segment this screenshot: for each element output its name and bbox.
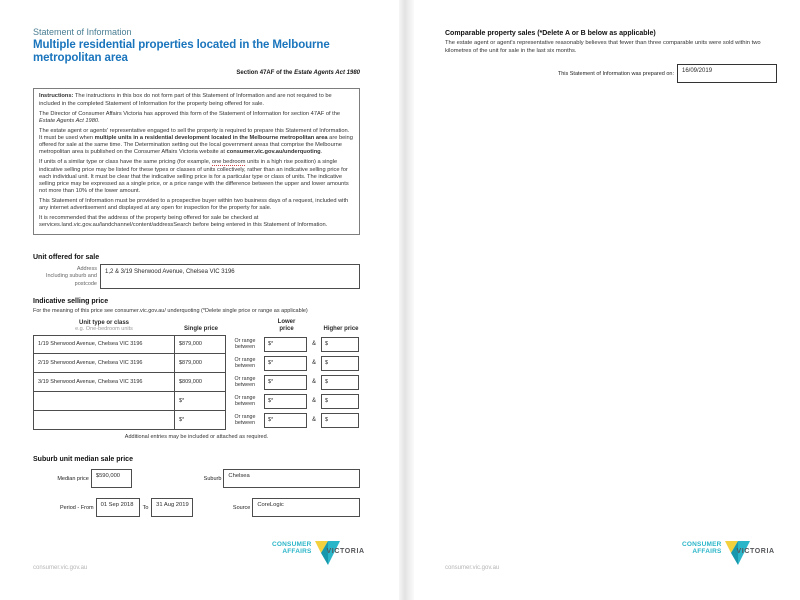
median-row-2	[33, 498, 360, 517]
higher-price-field[interactable]: $	[321, 356, 359, 371]
period-from-field[interactable]: 01 Sep 2018	[96, 498, 140, 517]
price-table	[33, 319, 360, 440]
prepared-on-date-field[interactable]: 16/09/2019	[677, 64, 777, 83]
table-row	[33, 335, 360, 354]
or-range-label: Or range between	[234, 395, 256, 408]
unit-offered-section	[33, 254, 360, 289]
instructions-p5: This Statement of Information must be provided to a prospective buyer within two business days of a request, included with any internet advertisement and displayed at any open for inspection for the property for sale.	[39, 198, 349, 212]
or-range-label: Or range between	[234, 357, 256, 370]
unit-type-header-example: e.g. One-bedroom units	[75, 326, 133, 333]
unit-type-header-label: Unit type or class	[78, 319, 129, 326]
logo-line-affairs: AFFAIRS	[282, 548, 312, 556]
unit-type-cell[interactable]: 2/19 Sherwood Avenue, Chelsea VIC 3196	[33, 353, 175, 373]
p3-mid: are being offered for sale at the same time. The Determination setting out the local government areas that comprise the Melbourne metropolitan area is published on the Consumer Affairs Victoria website at	[39, 135, 353, 156]
lower-price-field[interactable]: $*	[264, 394, 307, 409]
amp-label: &	[311, 379, 316, 386]
unit-offered-heading: Unit offered for sale	[33, 254, 100, 261]
amp-label: &	[311, 341, 316, 348]
address-label-line1: Address	[76, 266, 97, 272]
or-range-label: Or range between	[234, 338, 256, 351]
suburb-field[interactable]: Chelsea	[223, 469, 360, 488]
price-table-header	[33, 319, 360, 335]
unit-type-cell[interactable]: 3/19 Sherwood Avenue, Chelsea VIC 3196	[33, 372, 175, 392]
page-2	[445, 0, 777, 83]
address-field[interactable]: 1,2 & 3/19 Sherwood Avenue, Chelsea VIC 3196	[100, 264, 360, 289]
single-price-cell[interactable]: $809,000	[174, 372, 226, 392]
document-title: Multiple residential properties located in the Melbourne metropolitan area	[33, 39, 330, 65]
single-price-cell[interactable]: $879,000	[174, 335, 226, 354]
or-range-label: Or range between	[234, 376, 256, 389]
instructions-p4	[39, 159, 354, 195]
lower-price-header-label: Lower price	[277, 319, 296, 332]
page-gap-divider	[399, 0, 414, 600]
unit-type-cell[interactable]: 1/19 Sherwood Avenue, Chelsea VIC 3196	[33, 335, 175, 354]
table-row	[33, 354, 360, 373]
median-heading: Suburb unit median sale price	[33, 456, 133, 463]
table-row	[33, 392, 360, 411]
section-reference	[33, 70, 360, 76]
source-field[interactable]: CoreLogic	[252, 498, 360, 517]
instructions-p3	[39, 128, 354, 157]
period-to-label: To	[142, 504, 149, 511]
amp-label: &	[311, 417, 316, 424]
instructions-label: Instructions:	[39, 93, 74, 100]
prepared-on-label: This Statement of Information was prepared on:	[557, 70, 674, 77]
address-label	[33, 264, 100, 289]
section-ref-prefix: Section 47AF of the	[236, 70, 295, 77]
address-label-line3: postcode	[74, 280, 97, 287]
median-price-field[interactable]: $590,000	[91, 469, 132, 488]
instructions-p1	[39, 93, 354, 107]
period-to-field[interactable]: 31 Aug 2019	[151, 498, 192, 517]
higher-price-field[interactable]: $	[321, 394, 359, 409]
logo-text	[682, 541, 722, 555]
p3-bold-multiple-units: multiple units in a residential development located in the Melbourne metropolitan area	[94, 135, 328, 142]
p2-pre: The Director of Consumer Affairs Victoria has approved this form of the Statement of Information for section 47AF of the	[39, 110, 341, 117]
footer-url: consumer.vic.gov.au	[33, 565, 88, 571]
p3-underquoting-url: consumer.vic.gov.au/underquoting	[226, 149, 321, 156]
lower-price-field[interactable]: $*	[264, 356, 307, 371]
lower-price-field[interactable]: $*	[264, 375, 307, 390]
logo-line-consumer: CONSUMER	[682, 541, 722, 548]
p4-pre: If units of a similar type or class have the same pricing (for example,	[39, 159, 212, 166]
single-price-cell[interactable]: $879,000	[174, 353, 226, 373]
p2-post: .	[98, 117, 100, 124]
median-price-label: Median price	[57, 475, 89, 482]
higher-price-field[interactable]: $	[321, 375, 359, 390]
higher-price-field[interactable]: $	[321, 337, 359, 352]
lower-price-field[interactable]: $*	[264, 413, 307, 428]
section-ref-act: Estate Agents Act 1980	[294, 70, 360, 77]
indicative-selling-price-section	[33, 298, 360, 440]
instructions-box	[33, 88, 360, 234]
logo-wordmark-victoria: VICTORIA	[736, 548, 775, 555]
footer-url: consumer.vic.gov.au	[445, 565, 500, 571]
instructions-p1-text: The instructions in this box do not form part of this Statement of Information and are not required to be included in the completed Statement of Information for the property being offered for sale.	[39, 93, 332, 107]
prepared-on-row	[445, 64, 777, 83]
address-row	[33, 264, 360, 289]
logo-line-consumer: CONSUMER	[272, 541, 312, 548]
logo-line-affairs: AFFAIRS	[692, 548, 722, 556]
median-row-1	[33, 469, 360, 488]
higher-price-field[interactable]: $	[321, 413, 359, 428]
indicative-note: For the meaning of this price see consumer.vic.gov.au/ underquoting (*Delete single price or range as applicable)	[33, 308, 308, 314]
logo-text	[272, 541, 312, 555]
single-price-column-header: Single price	[183, 325, 218, 332]
address-label-line2: Including suburb and	[45, 273, 97, 280]
unit-type-column-header	[33, 320, 175, 333]
amp-label: &	[311, 398, 316, 405]
lower-price-field[interactable]: $*	[264, 337, 307, 352]
p3-post: .	[320, 149, 323, 156]
indicative-heading: Indicative selling price	[33, 298, 109, 305]
p3-pre: The estate agent or agents' representative engaged to sell the property is required to prepare this Statement of Information. It must be used when	[39, 127, 350, 142]
median-sale-price-section	[33, 456, 360, 517]
page-1	[33, 0, 360, 511]
consumer-affairs-victoria-logo	[682, 541, 775, 566]
single-price-cell[interactable]: $*	[174, 391, 226, 411]
comparable-sales-body: The estate agent or agent's representative reasonably believes that fewer than three comparable units were sold within two kilometres of the unit for sale in the last six months.	[445, 40, 761, 54]
p4-post: units in a high rise position) a single indicative selling price may be listed for these types or classes of units collectively, rather than an indicative selling price for each individual unit. It must be clear that the indicative selling price is for a particular type or class of units. The indicative selling price may be expressed as a single price, or a price range with the difference between the upper and lower amounts not more than 10% of the lower amount.	[39, 159, 349, 194]
or-range-label: Or range between	[234, 414, 256, 427]
higher-price-column-header: Higher price	[323, 325, 359, 332]
single-price-cell[interactable]: $*	[174, 410, 226, 430]
instructions-p2	[39, 111, 354, 125]
lower-price-column-header	[265, 319, 308, 333]
source-label: Source	[232, 504, 251, 511]
instructions-p6: It is recommended that the address of the property being offered for sale be checked at services.land.vic.gov.au/landchannel/content/addressSearch before being entered in this Statement of Information.	[39, 215, 328, 229]
p2-act-title: Estate Agents Act 1980	[39, 117, 99, 124]
unit-type-cell[interactable]	[33, 391, 175, 411]
consumer-affairs-victoria-logo	[272, 541, 365, 566]
table-row	[33, 373, 360, 392]
document-kicker: Statement of Information	[33, 27, 132, 37]
amp-label: &	[311, 360, 316, 367]
comparable-sales-heading: Comparable property sales (*Delete A or B below as applicable)	[445, 30, 656, 37]
p4-spellcheck-text: one bedroom	[211, 159, 246, 166]
suburb-label: Suburb	[203, 475, 222, 482]
table-footnote: Additional entries may be included or attached as required.	[124, 433, 269, 440]
table-row	[33, 411, 360, 430]
period-from-label: Period - From	[59, 504, 94, 511]
unit-type-cell[interactable]	[33, 410, 175, 430]
logo-wordmark-victoria: VICTORIA	[326, 548, 365, 555]
